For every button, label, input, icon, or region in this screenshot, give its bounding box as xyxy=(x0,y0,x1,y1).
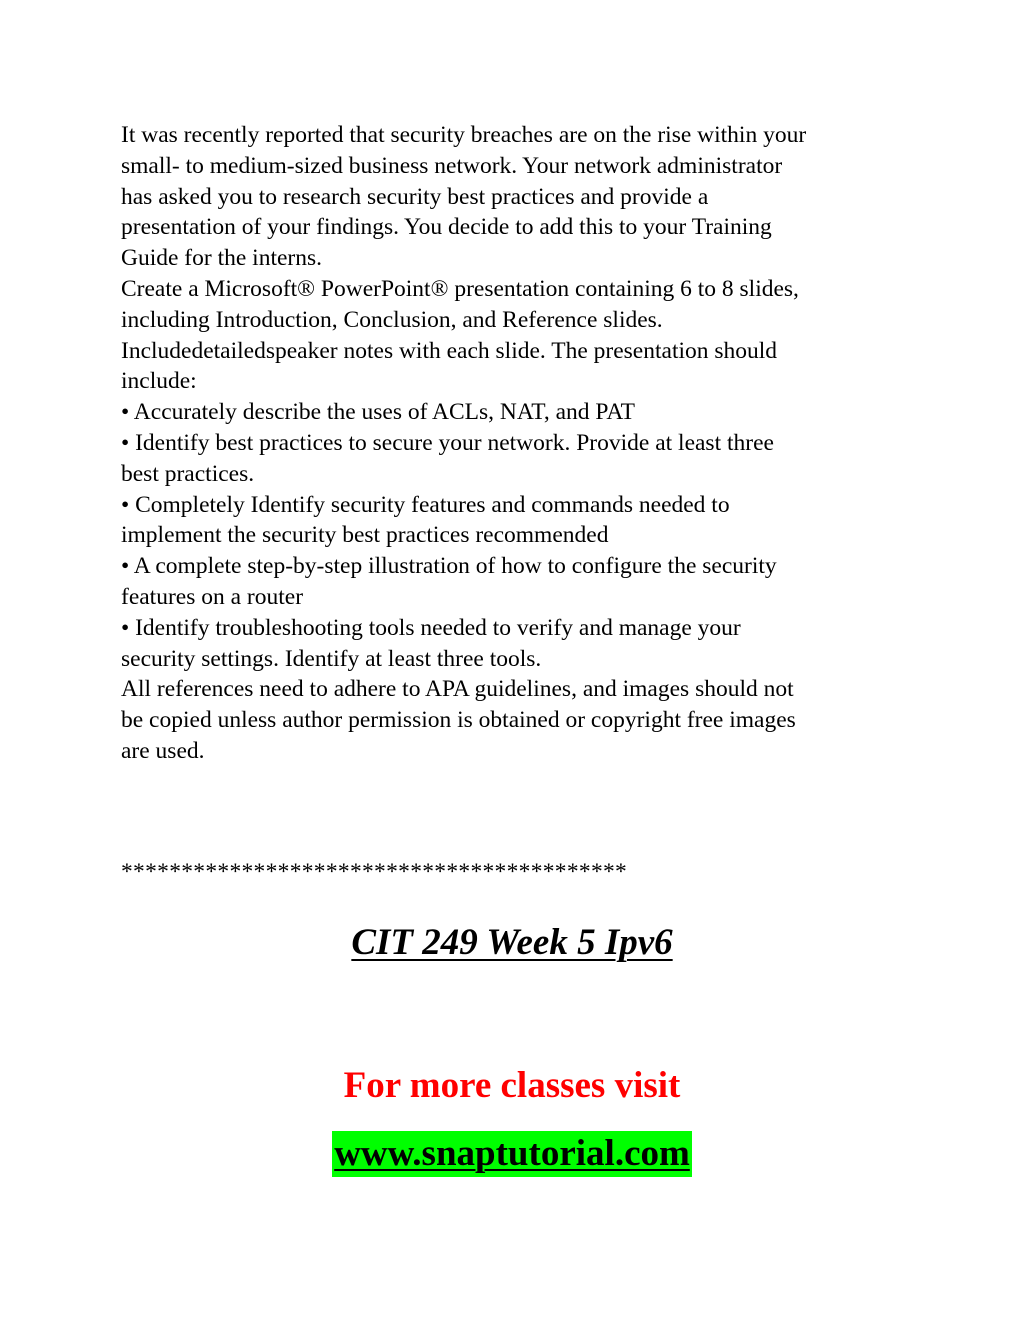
body-line: Create a Microsoft® PowerPoint® presentation containing 6 to 8 slides, xyxy=(121,275,799,302)
body-line: including Introduction, Conclusion, and Reference slides. xyxy=(121,306,663,333)
bullet-line: • Completely Identify security features and commands needed to xyxy=(121,491,730,518)
bullet-line: • Identify troubleshooting tools needed to verify and manage your xyxy=(121,614,741,641)
visit-text: For more classes visit xyxy=(343,1065,681,1106)
assignment-description xyxy=(121,120,921,767)
body-line: are used. xyxy=(121,737,205,764)
url-container xyxy=(0,1131,1024,1177)
website-link[interactable]: www.snaptutorial.com xyxy=(332,1131,692,1177)
body-line: It was recently reported that security breaches are on the rise within your xyxy=(121,122,807,148)
body-line: features on a router xyxy=(121,583,304,610)
body-line: Includedetailedspeaker notes with each slide. The presentation should xyxy=(121,337,778,364)
body-line: presentation of your findings. You decide to add this to your Training xyxy=(121,214,772,241)
body-line: small- to medium-sized business network. Your network administrator xyxy=(121,152,783,179)
body-line: include: xyxy=(121,368,197,395)
separator-line: ****************************************** xyxy=(121,859,628,885)
body-line: All references need to adhere to APA guidelines, and images should not xyxy=(121,676,794,703)
bullet-line: • Accurately describe the uses of ACLs, NAT, and PAT xyxy=(121,399,636,426)
bullet-line: • A complete step-by-step illustration of how to configure the security xyxy=(121,553,777,580)
body-line: implement the security best practices recommended xyxy=(121,522,609,549)
bullet-line: • Identify best practices to secure your network. Provide at least three xyxy=(121,429,774,456)
body-line: Guide for the interns. xyxy=(121,245,323,272)
body-line: be copied unless author permission is obtained or copyright free images xyxy=(121,707,796,734)
body-line: has asked you to research security best practices and provide a xyxy=(121,183,709,210)
body-line: security settings. Identify at least three tools. xyxy=(121,645,542,672)
body-line: best practices. xyxy=(121,460,255,487)
course-title: CIT 249 Week 5 Ipv6 xyxy=(351,922,673,963)
